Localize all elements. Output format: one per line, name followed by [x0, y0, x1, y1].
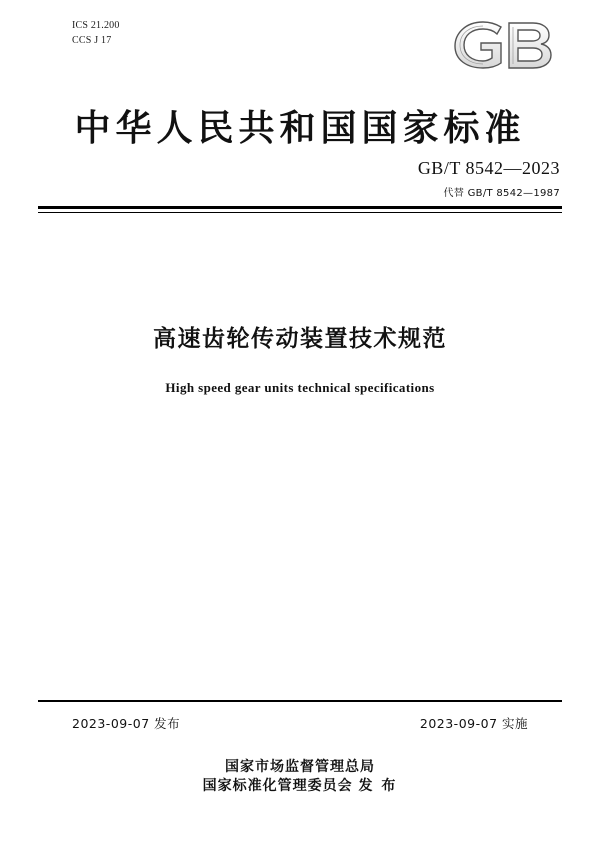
issue-date: 2023-09-07 发布: [72, 716, 181, 731]
divider-thin: [38, 212, 562, 213]
ics-code: ICS 21.200: [72, 20, 120, 31]
ccs-code: CCS J 17: [72, 35, 112, 46]
standard-replaces: 代替 GB/T 8542—1987: [443, 188, 560, 199]
publish-word: 发 布: [358, 778, 398, 794]
publisher-line-2-text: 国家标准化管理委员会: [202, 778, 353, 794]
cover-header: [72, 18, 560, 96]
document-title-en: High speed gear units technical specifications: [165, 380, 435, 395]
publisher-block: [0, 758, 600, 796]
gb-emblem-icon: [439, 12, 559, 74]
document-title-cn: 高速齿轮传动装置技术规范: [153, 326, 447, 352]
page-title: 中华人民共和国国家标准: [74, 108, 526, 149]
standard-number-block: [418, 158, 560, 199]
classification-codes: [72, 18, 120, 48]
publisher-line-1: 国家市场监督管理总局: [225, 759, 375, 775]
standard-code: GB/T 8542—2023: [417, 158, 560, 178]
footer-divider: [38, 700, 562, 702]
publisher-line-2: [0, 777, 600, 796]
implementation-date: 2023-09-07 实施: [419, 716, 528, 731]
divider-thick: [38, 206, 562, 209]
